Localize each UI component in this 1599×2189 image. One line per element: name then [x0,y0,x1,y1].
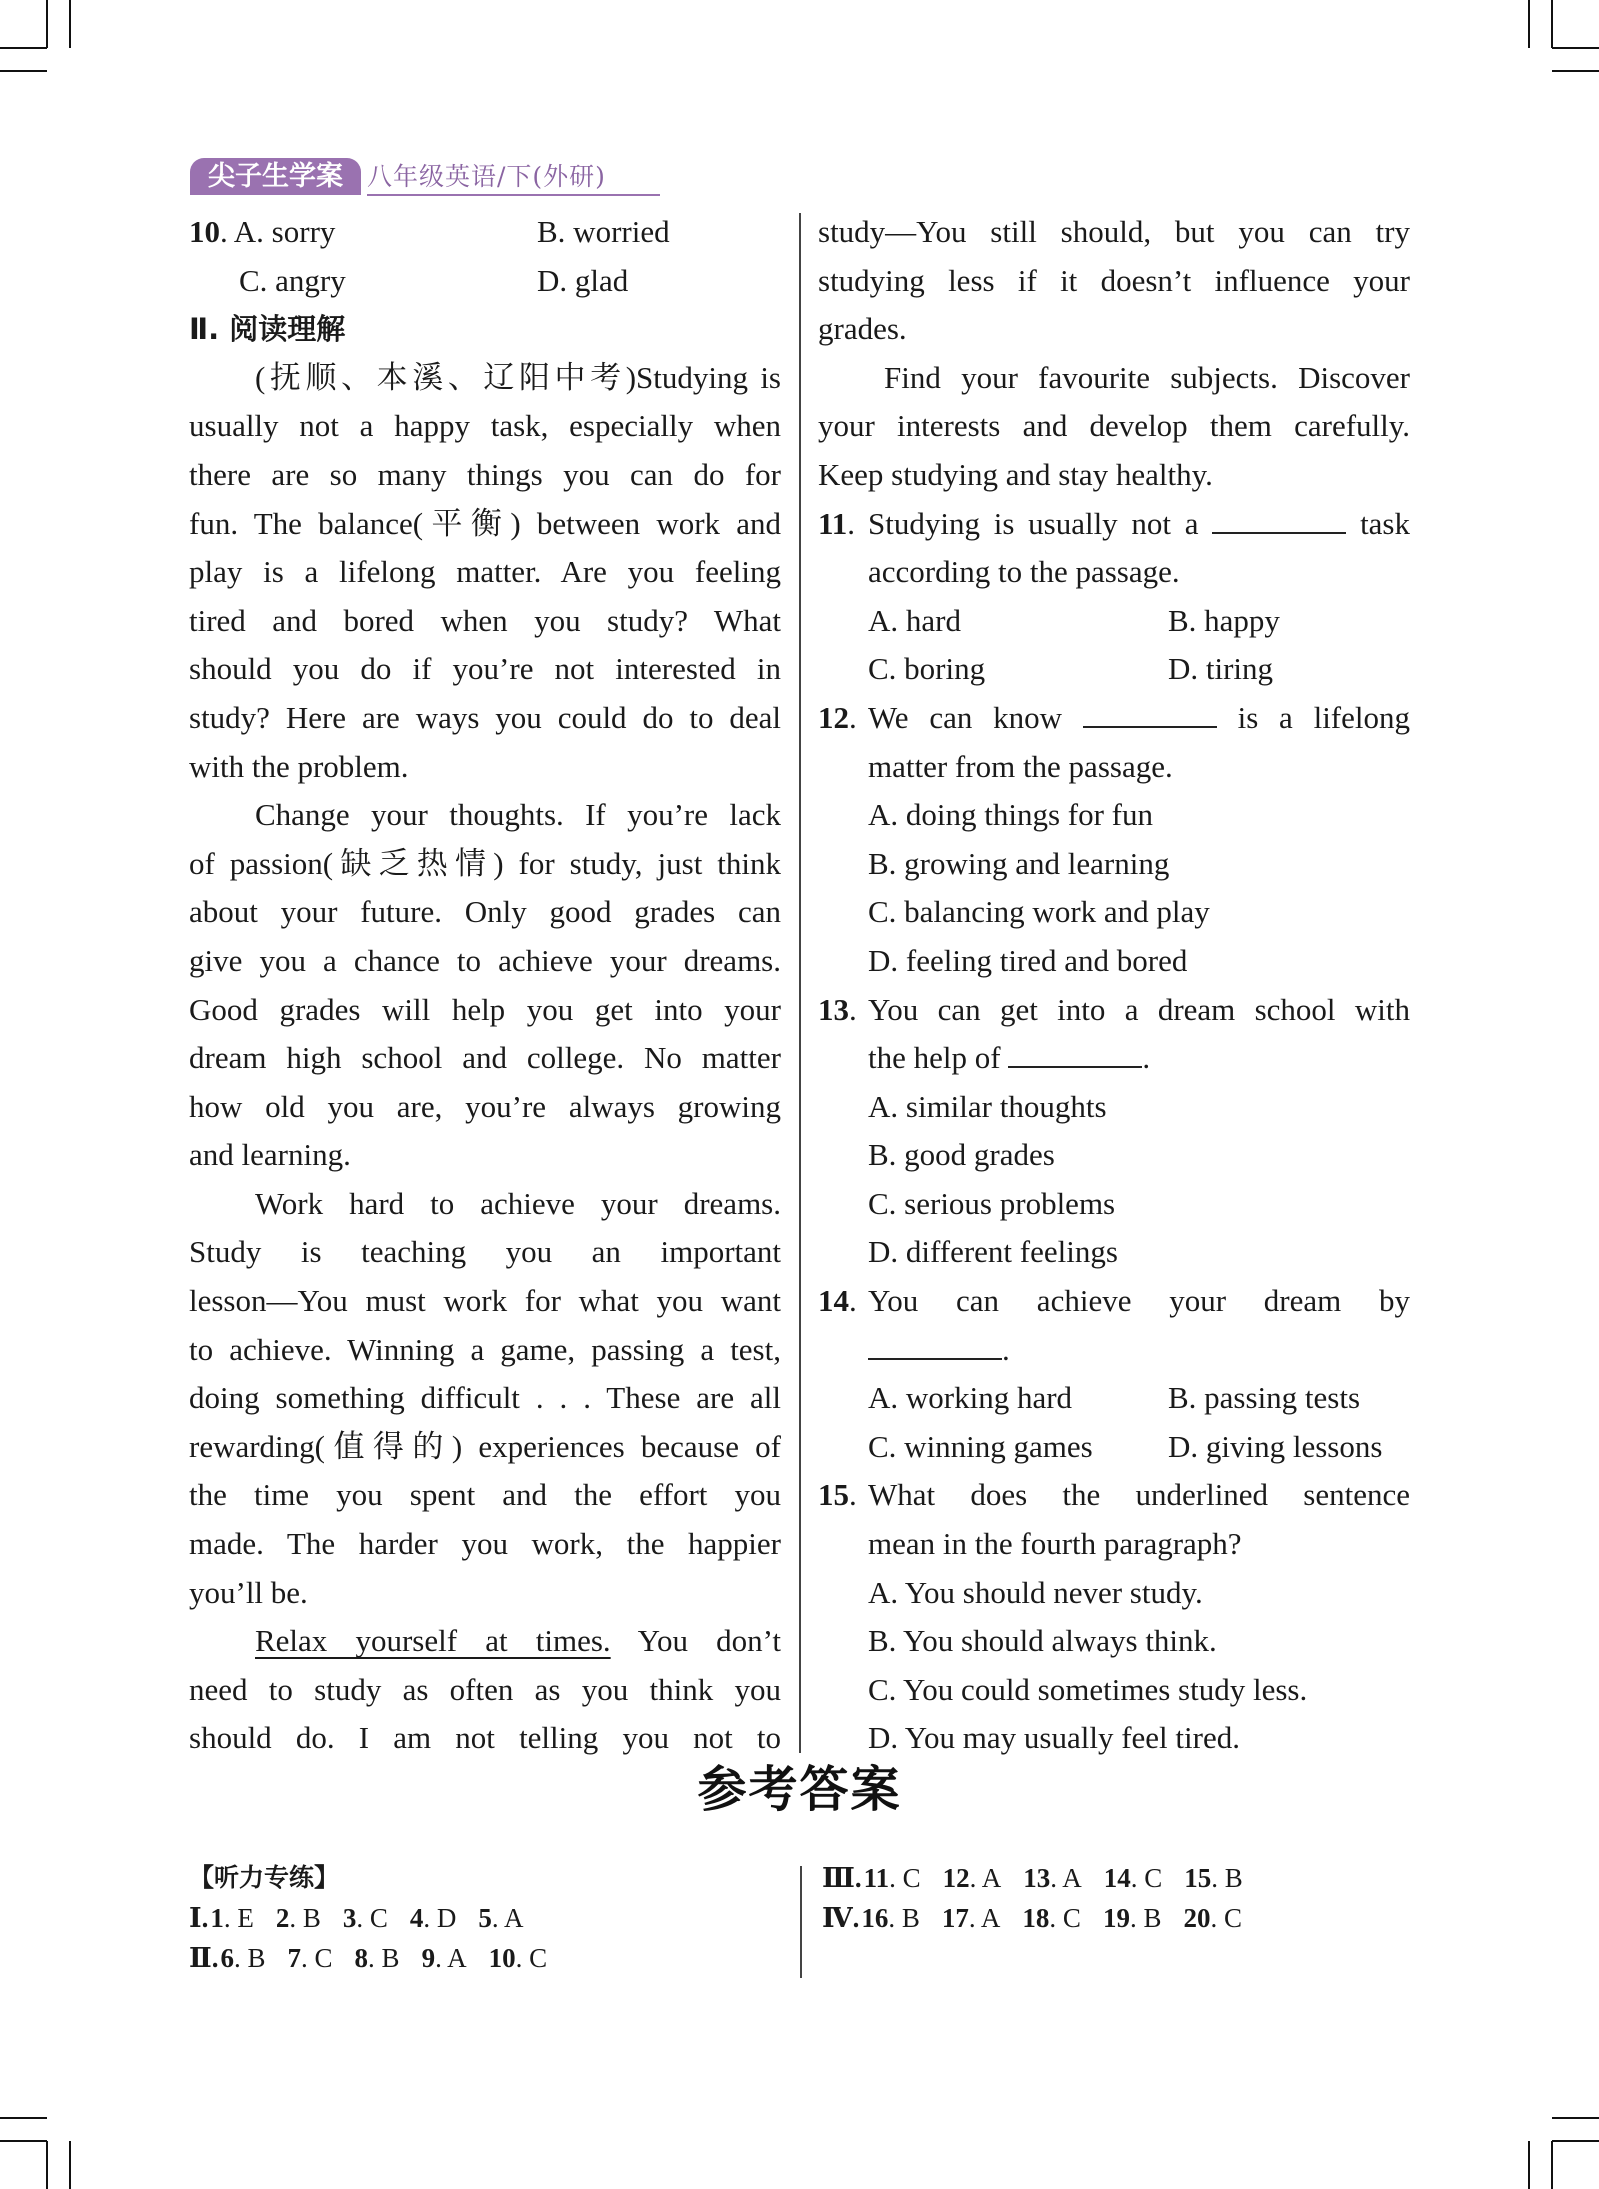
answer-letter: C [529,1943,548,1973]
passage-line: of passion(缺乏热情) for study, just think [189,845,781,881]
answer-number: 3 [342,1903,357,1933]
stem-text: . [1142,1040,1151,1076]
answer-letter: C [902,1863,921,1893]
crop-mark [1552,2117,1599,2119]
answer-item [1184,1858,1243,1898]
passage-text: You don’t [637,1623,781,1659]
passage-line: Keep studying and stay healthy. [818,456,1213,492]
option: B. You should always think. [868,1623,1217,1659]
answer-letter: C [1062,1903,1081,1933]
answer-number: 13 [1023,1863,1051,1893]
answer-number: 12 [942,1863,970,1893]
answer-letter: C [369,1903,388,1933]
answer-row [822,1898,1412,1938]
question-10-row1: 10. A. sorry B. worried [189,208,781,257]
answer-dot: . [1050,1863,1063,1893]
answer-dot: . [889,1863,903,1893]
answer-row [189,1938,779,1978]
answer-dot: . [1211,1863,1225,1893]
stem-text: mean in the fourth paragraph? [868,1526,1242,1562]
passage-line: play is a lifelong matter. Are you feeling [189,554,781,590]
question-number: 14 [818,1283,849,1319]
answer-letter: B [1224,1863,1243,1893]
question-14 [818,1277,1410,1471]
answer-item [1022,1898,1081,1938]
answer-dot: . [491,1903,504,1933]
question-11 [818,500,1410,694]
answer-section-roman: Ⅱ. [189,1943,219,1973]
question-stem [818,1277,1410,1326]
option: D. feeling tired and bored [868,942,1188,978]
answer-number: 15 [1184,1863,1212,1893]
crop-mark [1552,70,1599,72]
right-column [818,208,1410,1763]
passage-line: lesson—You must work for what you want [189,1283,781,1319]
crop-mark [1528,2141,1530,2189]
series-badge: 尖子生学案 [190,158,361,195]
answer-letter: B [1143,1903,1162,1933]
answer-dot: . [515,1943,530,1973]
answer-dot: . [435,1943,448,1973]
question-dot: . [847,505,856,541]
question-dot: . [849,699,857,735]
passage-line: fun. The balance(平衡) between work and [189,505,781,541]
answer-number: 8 [354,1943,369,1973]
question-stem-line2 [818,1520,1410,1569]
answer-item [1023,1858,1082,1898]
stem-text: We can know [868,699,1063,735]
option-row [818,597,1410,646]
option-row [818,645,1410,694]
answer-item [221,1938,266,1978]
answer-row [822,1858,1412,1898]
crop-mark [69,0,71,48]
question-stem [818,500,1410,549]
answer-letter: B [247,1943,266,1973]
answer-number: 5 [478,1903,492,1933]
stem-text: task [1360,505,1410,541]
passage-line: (抚顺、本溪、辽阳中考)Studying is [255,359,781,395]
answer-item [422,1938,467,1978]
option: B. happy [1168,602,1280,638]
option: D. different feelings [868,1234,1118,1270]
stem-text: . [1002,1331,1010,1367]
answer-letter: B [381,1943,400,1973]
answer-dot: . [368,1943,382,1973]
questions [818,500,1410,1763]
question-stem-line2 [818,743,1410,792]
answer-row [189,1898,779,1938]
option-d: D. glad [537,262,629,298]
option: A. working hard [868,1380,1073,1416]
option: D. tiring [1168,651,1274,687]
stem-text: Studying is usually not a [868,505,1199,541]
passage-line: there are so many things you can do for [189,456,781,492]
question-number: 15 [818,1477,849,1513]
answer-item [343,1898,388,1938]
answer-letter: A [980,1903,1001,1933]
crop-mark [1552,47,1599,49]
answer-number: 16 [861,1903,889,1933]
question-number-wrap [818,986,857,1035]
answer-item [1183,1898,1242,1938]
passage-line: made. The harder you work, the happier [189,1526,781,1562]
passage-line: grades. [818,311,907,347]
option: C. balancing work and play [868,894,1210,930]
crop-mark [0,2117,47,2119]
question-stem-text [868,694,1410,743]
passage-line: to achieve. Winning a game, passing a test, [189,1331,781,1367]
answer-number: 20 [1183,1903,1211,1933]
passage-line: studying less if it doesn’t influence your [818,262,1410,298]
answer-number: 1 [210,1903,224,1933]
answer-section-roman: Ⅰ. [189,1903,209,1933]
option-row [818,1423,1410,1472]
question-stem [818,1471,1410,1520]
option: A. similar thoughts [868,1088,1107,1124]
book-subtitle: 八年级英语/下(外研) [367,160,660,196]
question-number-wrap [818,500,855,549]
question-stem-text [868,986,1410,1035]
answer-letter: B [901,1903,920,1933]
passage-line: the time you spent and the effort you [189,1477,781,1513]
passage-line: Change your thoughts. If you’re lack [255,797,781,833]
question-stem [818,694,1410,743]
option-row [818,1374,1410,1423]
answer-blank [1083,696,1217,728]
question-15 [818,1471,1410,1763]
answer-item [410,1898,457,1938]
passage-line: doing something difficult . . . These are all [189,1380,781,1416]
option: A. hard [868,602,961,638]
passage-line: about your future. Only good grades can [189,894,781,930]
answer-dot: . [969,1863,982,1893]
passage-line: Work hard to achieve your dreams. [255,1185,781,1221]
passage-line: with the problem. [189,748,409,784]
answer-dot: . [968,1903,981,1933]
answer-section-roman: Ⅳ. [822,1903,860,1933]
question-stem-line2 [818,1034,1410,1083]
answer-item [942,1898,1001,1938]
answer-item [355,1938,400,1978]
answer-blank [868,1328,1002,1360]
question-12 [818,694,1410,986]
answer-letter: A [447,1943,467,1973]
stem-text: according to the passage. [868,554,1180,590]
crop-mark [1552,2140,1599,2142]
answer-key-right [822,1858,1412,1938]
crop-mark [0,2140,47,2142]
answer-dot: . [301,1943,315,1973]
passage-line: Find your favourite subjects. Discover [884,359,1410,395]
passage-line: study—You still should, but you can try [818,214,1410,249]
left-column [189,208,781,1763]
stem-text: You can get into a dream school with [868,991,1410,1027]
stem-text: the help of [868,1040,1001,1076]
passage-line: your interests and develop them carefully. [818,408,1410,444]
question-number: 13 [818,991,849,1027]
option-a: A. sorry [233,214,336,249]
answer-dot: . [289,1903,303,1933]
crop-mark [1551,0,1553,48]
passage-right [818,208,1410,500]
answer-number: 18 [1022,1903,1050,1933]
question-number-wrap [818,694,857,743]
answer-number: 6 [220,1943,235,1973]
question-number: 11 [818,505,848,541]
answer-item [489,1938,548,1978]
option: B. growing and learning [868,845,1170,881]
question-stem-text [868,1277,1410,1326]
passage-line: give you a chance to achieve your dreams. [189,942,781,978]
crop-mark [46,0,48,48]
question-stem [818,986,1410,1035]
answer-item [210,1898,254,1938]
answer-dot: . [234,1943,248,1973]
answer-dot: . [1049,1903,1063,1933]
answer-dot: . [1130,1863,1145,1893]
answer-number: 11 [863,1863,890,1893]
option: B. passing tests [1168,1380,1361,1416]
answer-letter: A [1062,1863,1082,1893]
question-dot: . [849,991,857,1027]
underlined-line [189,1617,781,1666]
question-number: 10 [189,214,220,249]
question-stem-line2 [818,548,1410,597]
answer-dot: . [356,1903,370,1933]
question-number: 12 [818,699,849,735]
answer-dot: . [888,1903,902,1933]
answer-item [276,1898,321,1938]
answer-dot: . [1129,1903,1144,1933]
passage-line: study? Here are ways you could do to deal [189,699,781,735]
answer-item [943,1858,1002,1898]
passage-line: Good grades will help you get into your [189,991,781,1027]
passage-line: should do. I am not telling you not to [189,1720,781,1756]
answer-key-title: 参考答案 [697,1761,902,1818]
passage-line: usually not a happy task, especially when [189,408,781,444]
answer-number: 9 [421,1943,436,1973]
answer-letter: C [314,1943,333,1973]
option: C. serious problems [868,1185,1116,1221]
passage-line: need to study as often as you think you [189,1671,781,1707]
answer-number: 10 [488,1943,516,1973]
question-number-wrap [818,1471,857,1520]
answer-item [1104,1858,1163,1898]
option: A. doing things for fun [868,797,1154,833]
question-10-row2 [189,257,781,306]
answer-dot: . [1210,1903,1224,1933]
answer-letter: C [1144,1863,1163,1893]
answer-blank [1008,1036,1142,1068]
answer-dot: . [423,1903,437,1933]
option: C. winning games [868,1428,1093,1464]
stem-text: is a lifelong [1237,699,1410,735]
answer-key-left [189,1858,779,1978]
answer-letter: D [436,1903,457,1933]
question-stem-line2 [818,1326,1410,1375]
option: C. You could sometimes study less. [868,1671,1308,1707]
question-dot: . [849,1477,857,1513]
option-c: C. angry [239,262,346,298]
crop-mark [46,2141,48,2189]
answer-item [1103,1898,1162,1938]
passage-line: and learning. [189,1137,351,1173]
answer-number: 2 [275,1903,290,1933]
answer-section-label: 【听力专练】 [189,1863,340,1892]
passage-line: should you do if you’re not interested in [189,651,781,687]
passage-line: rewarding(值得的) experiences because of [189,1428,781,1464]
passage-line: how old you are, you’re always growing [189,1088,781,1124]
option: D. You may usually feel tired. [868,1720,1240,1756]
option-b: B. worried [537,214,670,249]
question-dot: . [849,1283,857,1319]
question-number-wrap [818,1277,857,1326]
question-stem-text [868,1471,1410,1520]
underlined-sentence: Relax yourself at times. [255,1623,611,1659]
answer-blank [1212,502,1346,534]
question-stem-text [868,500,1410,549]
answer-divider [800,1866,802,1978]
crop-mark [0,70,47,72]
option: C. boring [868,651,986,687]
answer-dot: . [223,1903,238,1933]
answer-letter: B [302,1903,321,1933]
option: B. good grades [868,1137,1055,1173]
answer-number: 7 [287,1943,302,1973]
stem-text: You can achieve your dream by [868,1283,1410,1319]
crop-mark [1551,2141,1553,2189]
passage-line: dream high school and college. No matter [189,1040,781,1076]
passage-line: Study is teaching you an important [189,1234,781,1270]
answer-item [861,1898,920,1938]
answer-letter: A [981,1863,1002,1893]
crop-mark [69,2141,71,2189]
answer-number: 19 [1102,1903,1130,1933]
answer-letter: A [503,1903,524,1933]
column-divider [799,213,801,1753]
crop-mark [1528,0,1530,48]
answer-section-roman: Ⅲ. [822,1863,862,1893]
answer-number: 17 [941,1903,969,1933]
stem-text: What does the underlined sentence [868,1477,1410,1513]
answer-item [288,1938,333,1978]
answer-item [864,1858,921,1898]
answer-number: 14 [1103,1863,1131,1893]
passage-left [189,354,781,1617]
passage-line: you’ll be. [189,1574,308,1610]
answer-letter: C [1223,1903,1242,1933]
crop-mark [0,47,47,49]
answer-number: 4 [409,1903,424,1933]
option: A. You should never study. [868,1574,1203,1610]
stem-text: matter from the passage. [868,748,1173,784]
passage-line: tired and bored when you study? What [189,602,781,638]
section-heading: Ⅱ. 阅读理解 [189,312,346,347]
answer-item [478,1898,523,1938]
answer-letter: E [237,1903,254,1933]
question-13 [818,986,1410,1278]
option: D. giving lessons [1168,1428,1383,1464]
